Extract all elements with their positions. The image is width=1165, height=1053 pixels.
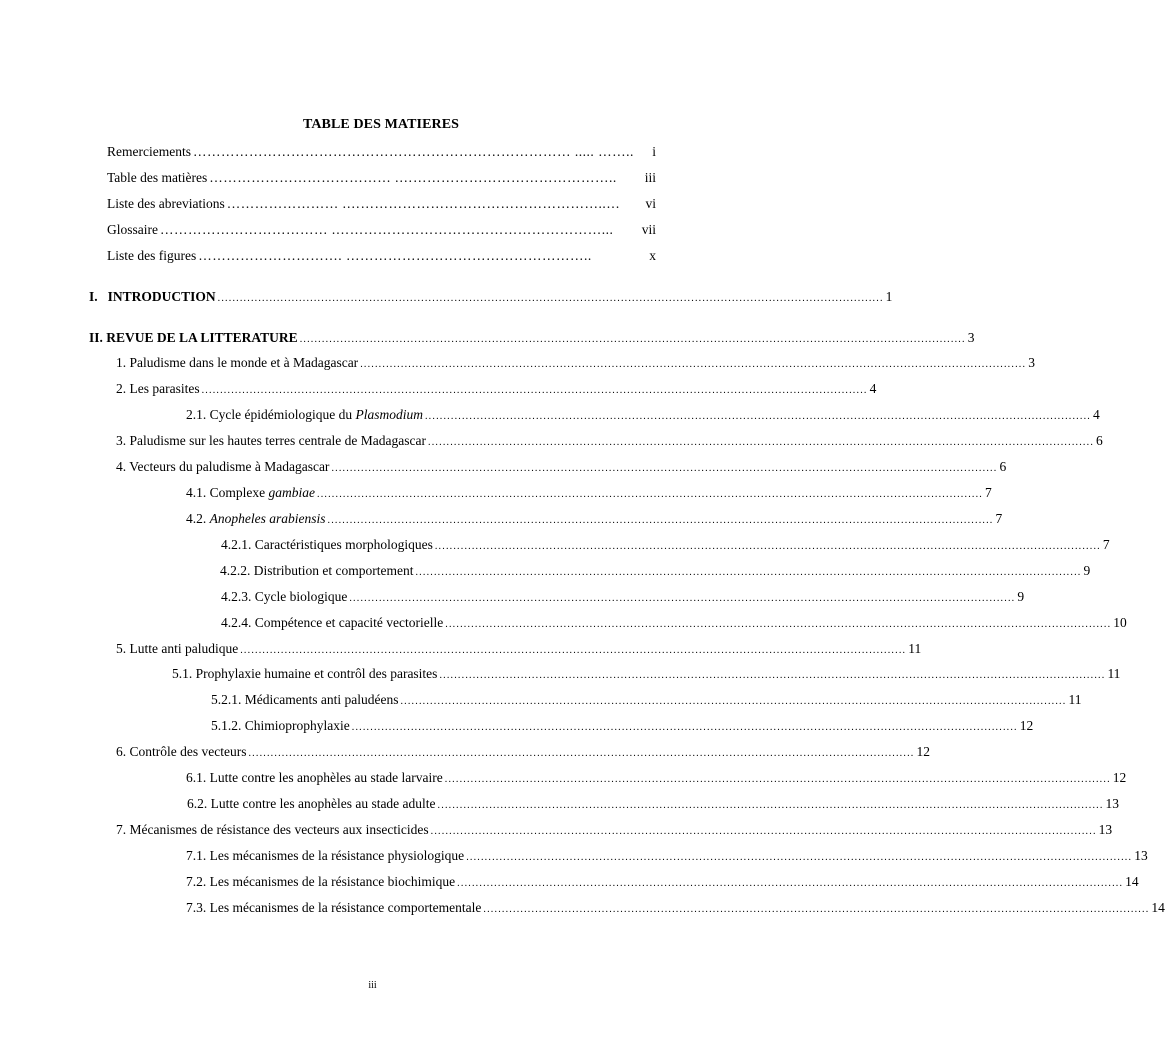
toc-leader: .................................................................................................................................................................................... <box>240 645 907 656</box>
toc-page-number: vii <box>641 222 656 237</box>
toc-leader: .................................................................................................................................................................................... <box>430 826 1097 837</box>
footer-page-number: iii <box>368 980 377 991</box>
toc-label-text: 4.2.3. Cycle biologique <box>221 589 348 604</box>
toc-leader: .................................................................................................................................................................................... <box>217 293 884 304</box>
toc-page-number: 13 <box>1098 822 1113 837</box>
toc-label-italic: Plasmodium <box>355 407 423 422</box>
toc-label-text: 6.1. Lutte contre les anophèles au stade larvaire <box>186 770 443 785</box>
toc-page-number: iii <box>644 170 656 185</box>
toc-entry <box>186 874 1139 892</box>
toc-leader: ……………………………………………………………………… ..... …….. <box>192 144 634 159</box>
toc-page-number: 3 <box>967 330 975 345</box>
toc-leader: .................................................................................................................................................................................... <box>437 800 1104 811</box>
toc-page-number: x <box>649 248 656 263</box>
toc-leader: .................................................................................................................................................................................... <box>444 774 1111 785</box>
toc-line-table-des-matieres <box>107 170 656 186</box>
toc-entry <box>116 641 922 659</box>
toc-label-text: 4.2.2. Distribution et comportement <box>220 563 414 578</box>
toc-page-number: i <box>652 144 656 159</box>
toc-page-number: 6 <box>999 459 1007 474</box>
toc-entry <box>116 381 877 399</box>
toc-leader: .................................................................................................................................................................................... <box>445 619 1112 630</box>
toc-entry <box>211 718 1034 736</box>
toc-label-text: 4. Vecteurs du paludisme à Madagascar <box>116 459 330 474</box>
toc-title: TABLE DES MATIERES <box>302 117 460 132</box>
toc-label <box>221 537 433 553</box>
toc-entry <box>186 900 1165 918</box>
section-label: INTRODUCTION <box>107 289 216 304</box>
toc-entry <box>116 822 1113 840</box>
toc-entry <box>116 744 930 762</box>
toc-entry <box>116 459 1007 477</box>
toc-page-number: 9 <box>1017 589 1025 604</box>
toc-section-revue-litterature <box>89 330 975 348</box>
toc-entry <box>186 485 992 503</box>
toc-page-number: 4 <box>1092 407 1100 422</box>
toc-label <box>186 874 455 890</box>
toc-label-italic: gambiae <box>268 485 315 500</box>
toc-label: Glossaire <box>107 222 158 237</box>
toc-leader: .................................................................................................................................................................................... <box>327 515 994 526</box>
toc-page-number: 11 <box>1068 692 1082 707</box>
toc-label-text: 2. Les parasites <box>116 381 200 396</box>
toc-label <box>89 289 216 305</box>
toc-label-text: 4.1. Complexe <box>186 485 269 500</box>
toc-page-number: 11 <box>908 641 922 656</box>
toc-label <box>186 770 443 786</box>
toc-label <box>116 641 238 657</box>
toc-entry <box>221 537 1110 555</box>
toc-label-text: 5.2.1. Médicaments anti paludéens <box>211 692 399 707</box>
toc-label <box>211 718 350 734</box>
toc-leader: .................................................................................................................................................................................... <box>349 593 1016 604</box>
section-number: II. <box>89 330 103 345</box>
toc-leader: .................................................................................................................................................................................... <box>400 696 1067 707</box>
toc-label <box>187 796 436 812</box>
toc-label <box>221 589 347 605</box>
toc-label <box>116 433 426 449</box>
toc-leader: .................................................................................................................................................................................... <box>331 463 998 474</box>
toc-label: Liste des abreviations <box>107 196 225 211</box>
toc-label <box>172 666 437 682</box>
toc-label <box>221 615 443 631</box>
toc-label-text: 2.1. Cycle épidémiologique du <box>186 407 356 422</box>
toc-entry <box>172 666 1121 684</box>
toc-leader: .................................................................................................................................................................................... <box>424 411 1091 422</box>
toc-leader: .................................................................................................................................................................................... <box>466 852 1133 863</box>
toc-label-text: 4.2. <box>186 511 210 526</box>
toc-label <box>89 330 298 346</box>
toc-page-number: 6 <box>1096 433 1103 448</box>
toc-page-number: 13 <box>1105 796 1120 811</box>
toc-line-liste-figures <box>107 248 656 264</box>
toc-leader: .................................................................................................................................................................................... <box>360 359 1027 370</box>
toc-label-text: 6. Contrôle des vecteurs <box>116 744 247 759</box>
toc-label-text: 7.1. Les mécanismes de la résistance physiologique <box>186 848 465 863</box>
toc-line-liste-abreviations <box>107 196 656 212</box>
toc-label <box>211 692 398 708</box>
toc-page-number: 12 <box>1019 718 1034 733</box>
toc-entry <box>221 615 1127 633</box>
toc-label-text: 5.1. Prophylaxie humaine et contrôl des parasites <box>172 666 438 681</box>
toc-entry <box>186 848 1148 866</box>
toc-label <box>186 848 464 864</box>
toc-page-number: 12 <box>1112 770 1127 785</box>
toc-page-number: 7 <box>1102 537 1110 552</box>
toc-page-number: 12 <box>916 744 930 759</box>
toc-label-text: 5.1.2. Chimioprophylaxie <box>211 718 350 733</box>
toc-label-text: 5. Lutte anti paludique <box>116 641 239 656</box>
toc-page-number: 4 <box>869 381 877 396</box>
toc-label-italic: Anopheles arabiensis <box>209 511 326 526</box>
toc-page-number: 9 <box>1083 563 1091 578</box>
toc-page-number: 13 <box>1134 848 1148 863</box>
toc-leader: .................................................................................................................................................................................... <box>248 748 915 759</box>
toc-entry <box>220 563 1091 581</box>
toc-label: Remerciements <box>107 144 191 159</box>
toc-leader: .................................................................................................................................................................................... <box>201 385 868 396</box>
toc-label <box>116 744 246 760</box>
section-number: I. <box>89 289 98 304</box>
toc-leader: .................................................................................................................................................................................... <box>317 489 983 500</box>
toc-label-text: 7. Mécanismes de résistance des vecteurs aux insecticides <box>116 822 429 837</box>
toc-page-number: 14 <box>1125 874 1139 889</box>
toc-entry <box>116 355 1035 373</box>
toc-page-number: vi <box>645 196 656 211</box>
toc-entry <box>221 589 1025 607</box>
toc-leader: ……………………………… .…………………………………………………... <box>160 222 614 237</box>
toc-leader: .................................................................................................................................................................................... <box>428 437 1095 448</box>
toc-label <box>220 563 413 579</box>
toc-label <box>116 355 358 371</box>
toc-entry <box>187 796 1120 814</box>
toc-page-number: 10 <box>1113 615 1127 630</box>
toc-page-number: 11 <box>1107 666 1121 681</box>
toc-label <box>116 381 200 397</box>
toc-leader: ………………………………… .……………………………………….. <box>209 170 617 185</box>
toc-label-text: 7.3. Les mécanismes de la résistance comportementale <box>186 900 482 915</box>
toc-line-remerciements <box>107 144 656 160</box>
toc-label <box>186 485 315 501</box>
toc-leader: .................................................................................................................................................................................... <box>439 670 1106 681</box>
toc-page-number: 7 <box>985 485 992 500</box>
toc-leader: …………………………. …………………………………………….. <box>198 248 592 263</box>
toc-label-text: 7.2. Les mécanismes de la résistance biochimique <box>186 874 456 889</box>
toc-entry <box>186 407 1100 425</box>
toc-label <box>186 407 423 423</box>
toc-leader: .................................................................................................................................................................................... <box>299 334 966 345</box>
toc-page-number: 3 <box>1028 355 1035 370</box>
toc-leader: .................................................................................................................................................................................... <box>351 722 1018 733</box>
toc-line-glossaire <box>107 222 656 238</box>
toc-label <box>116 459 329 475</box>
toc-label-text: 1. Paludisme dans le monde et à Madagascar <box>116 355 359 370</box>
toc-leader: .................................................................................................................................................................................... <box>457 878 1124 889</box>
toc-label: Liste des figures <box>107 248 197 263</box>
toc-leader: .................................................................................................................................................................................... <box>434 541 1101 552</box>
toc-leader: .................................................................................................................................................................................... <box>415 567 1082 578</box>
toc-entry <box>116 433 1103 451</box>
toc-entry <box>186 770 1127 788</box>
toc-entry <box>211 692 1082 710</box>
toc-page-number: 1 <box>885 289 893 304</box>
section-label: REVUE DE LA LITTERATURE <box>106 330 298 345</box>
toc-label <box>186 511 326 527</box>
toc-leader: .................................................................................................................................................................................... <box>483 904 1150 915</box>
toc-label-text: 3. Paludisme sur les hautes terres centrale de Madagascar <box>116 433 427 448</box>
toc-label-text: 6.2. Lutte contre les anophèles au stade adulte <box>187 796 436 811</box>
toc-section-introduction <box>89 289 893 307</box>
toc-label <box>186 900 481 916</box>
toc-page-number: 7 <box>995 511 1003 526</box>
toc-label-text: 4.2.4. Compétence et capacité vectorielle <box>221 615 444 630</box>
toc-leader: …………………… .………………………………………………..… <box>226 196 621 211</box>
toc-label-text: 4.2.1. Caractéristiques morphologiques <box>221 537 433 552</box>
toc-label: Table des matières <box>107 170 208 185</box>
toc-label <box>116 822 429 838</box>
toc-page-number: 14 <box>1151 900 1165 915</box>
toc-entry <box>186 511 1003 529</box>
